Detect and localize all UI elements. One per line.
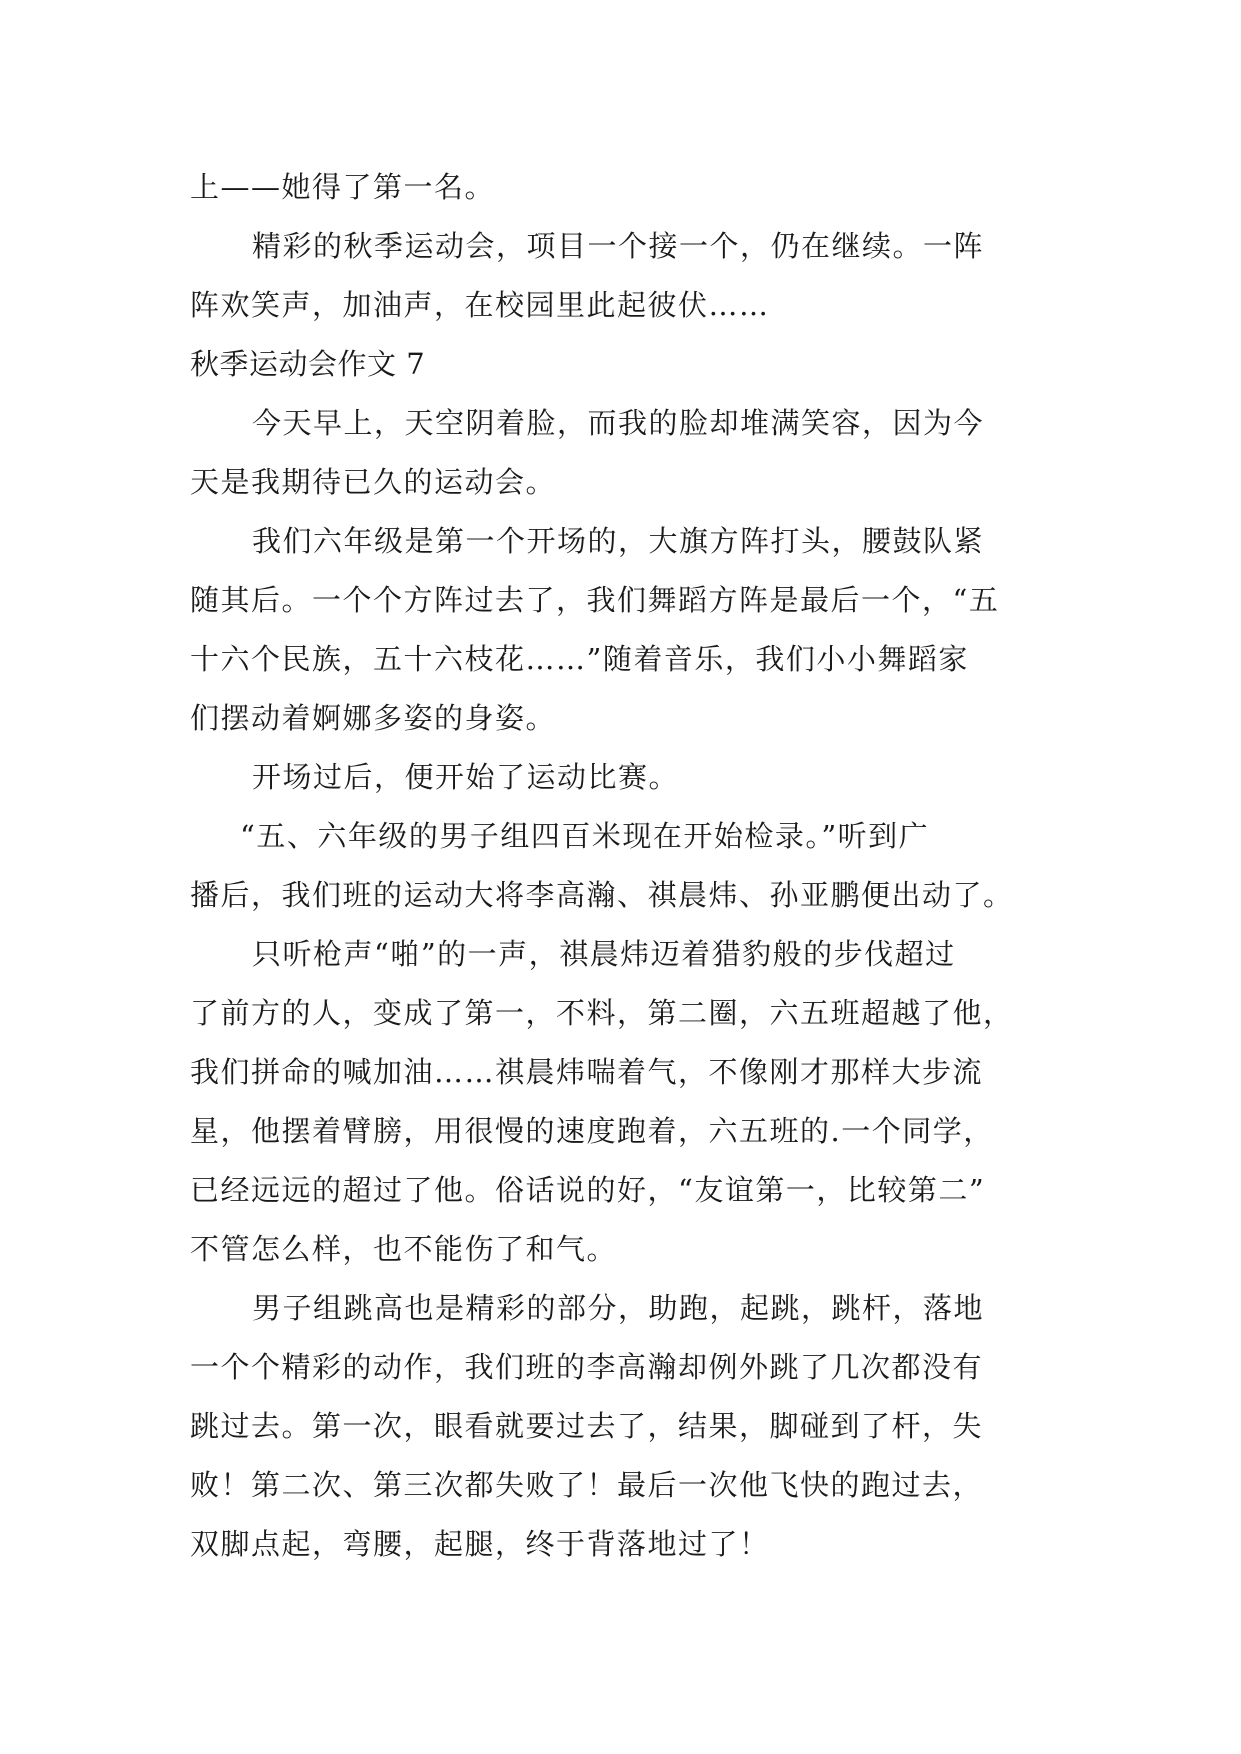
text-line: 星，他摆着臂膀，用很慢的速度跑着，六五班的.一个同学， <box>190 1114 994 1148</box>
essay-title: 秋季运动会作文 7 <box>190 347 426 381</box>
essay-text <box>190 158 1050 1574</box>
text-line: 一个个精彩的动作，我们班的李高瀚却例外跳了几次都没有 <box>190 1350 984 1384</box>
text-line: 十六个民族，五十六枝花……”随着音乐，我们小小舞蹈家 <box>190 642 969 676</box>
paragraph-start-line: 今天早上，天空阴着脸，而我的脸却堆满笑容，因为今 <box>252 406 985 440</box>
paragraph-start-line: 男子组跳高也是精彩的部分，助跑，起跳，跳杆，落地 <box>252 1291 985 1325</box>
paragraph-start-line: 只听枪声“啪”的一声，祺晨炜迈着猎豹般的步伐超过 <box>252 937 956 971</box>
text-line: 播后，我们班的运动大将李高瀚、祺晨炜、孙亚鹏便出动了。 <box>190 878 1014 912</box>
text-line: 我们拼命的喊加油……祺晨炜喘着气，不像刚才那样大步流 <box>190 1055 984 1089</box>
text-line: 不管怎么样，也不能伤了和气。 <box>190 1232 618 1266</box>
text-line: 了前方的人，变成了第一，不料，第二圈，六五班超越了他， <box>190 996 1014 1030</box>
paragraph-start-line: 精彩的秋季运动会，项目一个接一个，仍在继续。一阵 <box>252 229 985 263</box>
text-line: 天是我期待已久的运动会。 <box>190 465 557 499</box>
paragraph-start-line: “五、六年级的男子组四百米现在开始检录。”听到广 <box>240 819 930 853</box>
text-line: 随其后。一个个方阵过去了，我们舞蹈方阵是最后一个，“五 <box>190 583 1000 617</box>
text-line: 双脚点起，弯腰，起腿，终于背落地过了！ <box>190 1527 770 1561</box>
text-line: 已经远远的超过了他。俗话说的好，“友谊第一，比较第二” <box>190 1173 986 1207</box>
text-line: 上——她得了第一名。 <box>190 170 496 204</box>
text-line: 跳过去。第一次，眼看就要过去了，结果，脚碰到了杆，失 <box>190 1409 984 1443</box>
paragraph-start-line: 我们六年级是第一个开场的，大旗方阵打头，腰鼓队紧 <box>252 524 985 558</box>
text-line: 阵欢笑声，加油声，在校园里此起彼伏…… <box>190 288 770 322</box>
text-line: 们摆动着婀娜多姿的身姿。 <box>190 701 557 735</box>
text-line: 败！第二次、第三次都失败了！最后一次他飞快的跑过去， <box>190 1468 984 1502</box>
paragraph-start-line: 开场过后，便开始了运动比赛。 <box>252 760 680 794</box>
